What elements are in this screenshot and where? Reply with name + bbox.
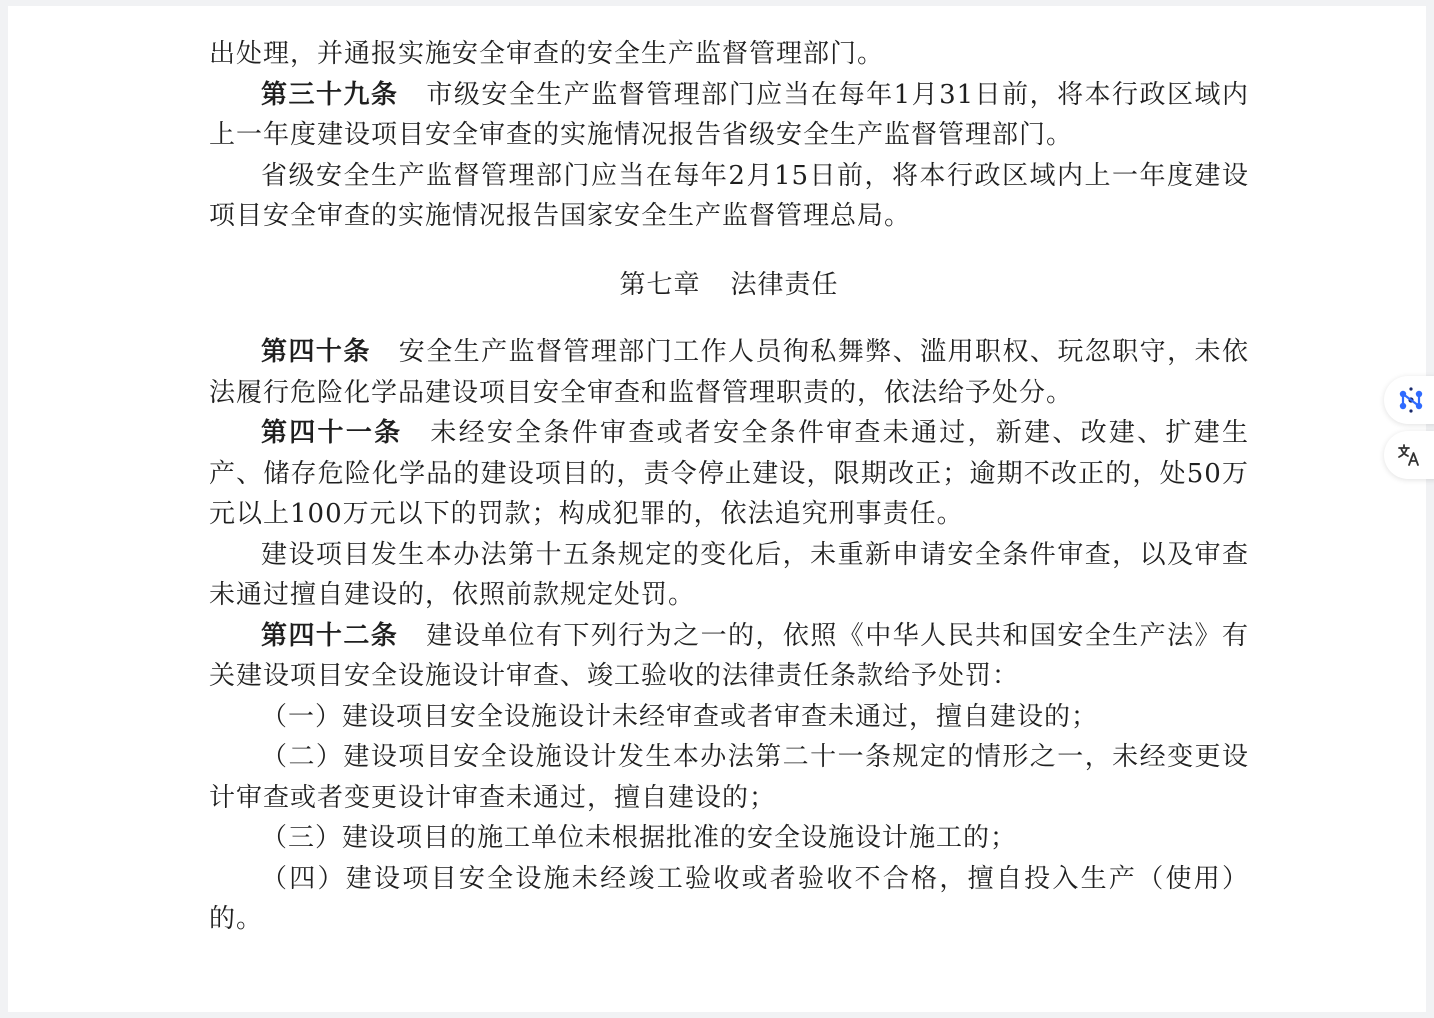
translate-icon <box>1396 442 1422 468</box>
list-item-2: （二）建设项目安全设施设计发生本办法第二十一条规定的情形之一，未经变更设计审查或者变更设计审查未通过，擅自建设的； <box>209 742 1249 813</box>
article-text: 安全生产监督管理部门工作人员徇私舞弊、滥用职权、玩忽职守，未依法履行危险化学品建设项目安全审查和监督管理职责的，依法给予处分。 <box>209 337 1249 408</box>
list-item-4: （四）建设项目安全设施未经竣工验收或者验收不合格，擅自投入生产（使用）的。 <box>209 863 1249 934</box>
document-body <box>209 34 1249 940</box>
chapter-title: 法律责任 <box>730 269 839 300</box>
article-text: 未经安全条件审查或者安全条件审查未通过，新建、改建、扩建生产、储存危险化学品的建设项目的，责令停止建设，限期改正；逾期不改正的，处50万元以上100万元以下的罚款；构成犯罪的，依法追究刑事责任。 <box>209 418 1249 529</box>
document-page <box>8 6 1426 1012</box>
article-42 <box>209 616 1249 697</box>
article-text: 市级安全生产监督管理部门应当在每年1月31日前，将本行政区域内上一年度建设项目安全审查的实施情况报告省级安全生产监督管理部门。 <box>209 79 1249 150</box>
list-item-3: （三）建设项目的施工单位未根据批准的安全设施设计施工的； <box>261 823 1018 853</box>
paragraph-article-41-clause-2: 建设项目发生本办法第十五条规定的变化后，未重新申请安全条件审查，以及审查未通过擅自建设的，依照前款规定处罚。 <box>209 539 1249 610</box>
article-text: 建设单位有下列行为之一的，依照《中华人民共和国安全生产法》有关建设项目安全设施设计审查、竣工验收的法律责任条款给予处罚： <box>209 620 1249 691</box>
article-label: 第四十条 <box>261 337 371 367</box>
article-40 <box>209 332 1249 413</box>
paragraph-continuation: 出处理，并通报实施安全审查的安全生产监督管理部门。 <box>209 39 885 69</box>
article-label: 第四十一条 <box>261 418 403 448</box>
list-item-1: （一）建设项目安全设施设计未经审查或者审查未通过，擅自建设的； <box>261 701 1099 732</box>
chapter-number: 第七章 <box>619 269 701 300</box>
article-39 <box>209 75 1249 156</box>
ai-assistant-icon <box>1396 385 1426 415</box>
paragraph-provincial-report: 省级安全生产监督管理部门应当在每年2月15日前，将本行政区域内上一年度建设项目安全审查的实施情况报告国家安全生产监督管理总局。 <box>209 160 1249 231</box>
ai-assistant-button[interactable] <box>1384 376 1434 424</box>
article-label: 第三十九条 <box>261 79 399 110</box>
article-label: 第四十二条 <box>261 620 399 651</box>
article-41 <box>209 413 1249 535</box>
chapter-heading <box>209 265 1249 306</box>
translate-button[interactable] <box>1384 431 1434 479</box>
